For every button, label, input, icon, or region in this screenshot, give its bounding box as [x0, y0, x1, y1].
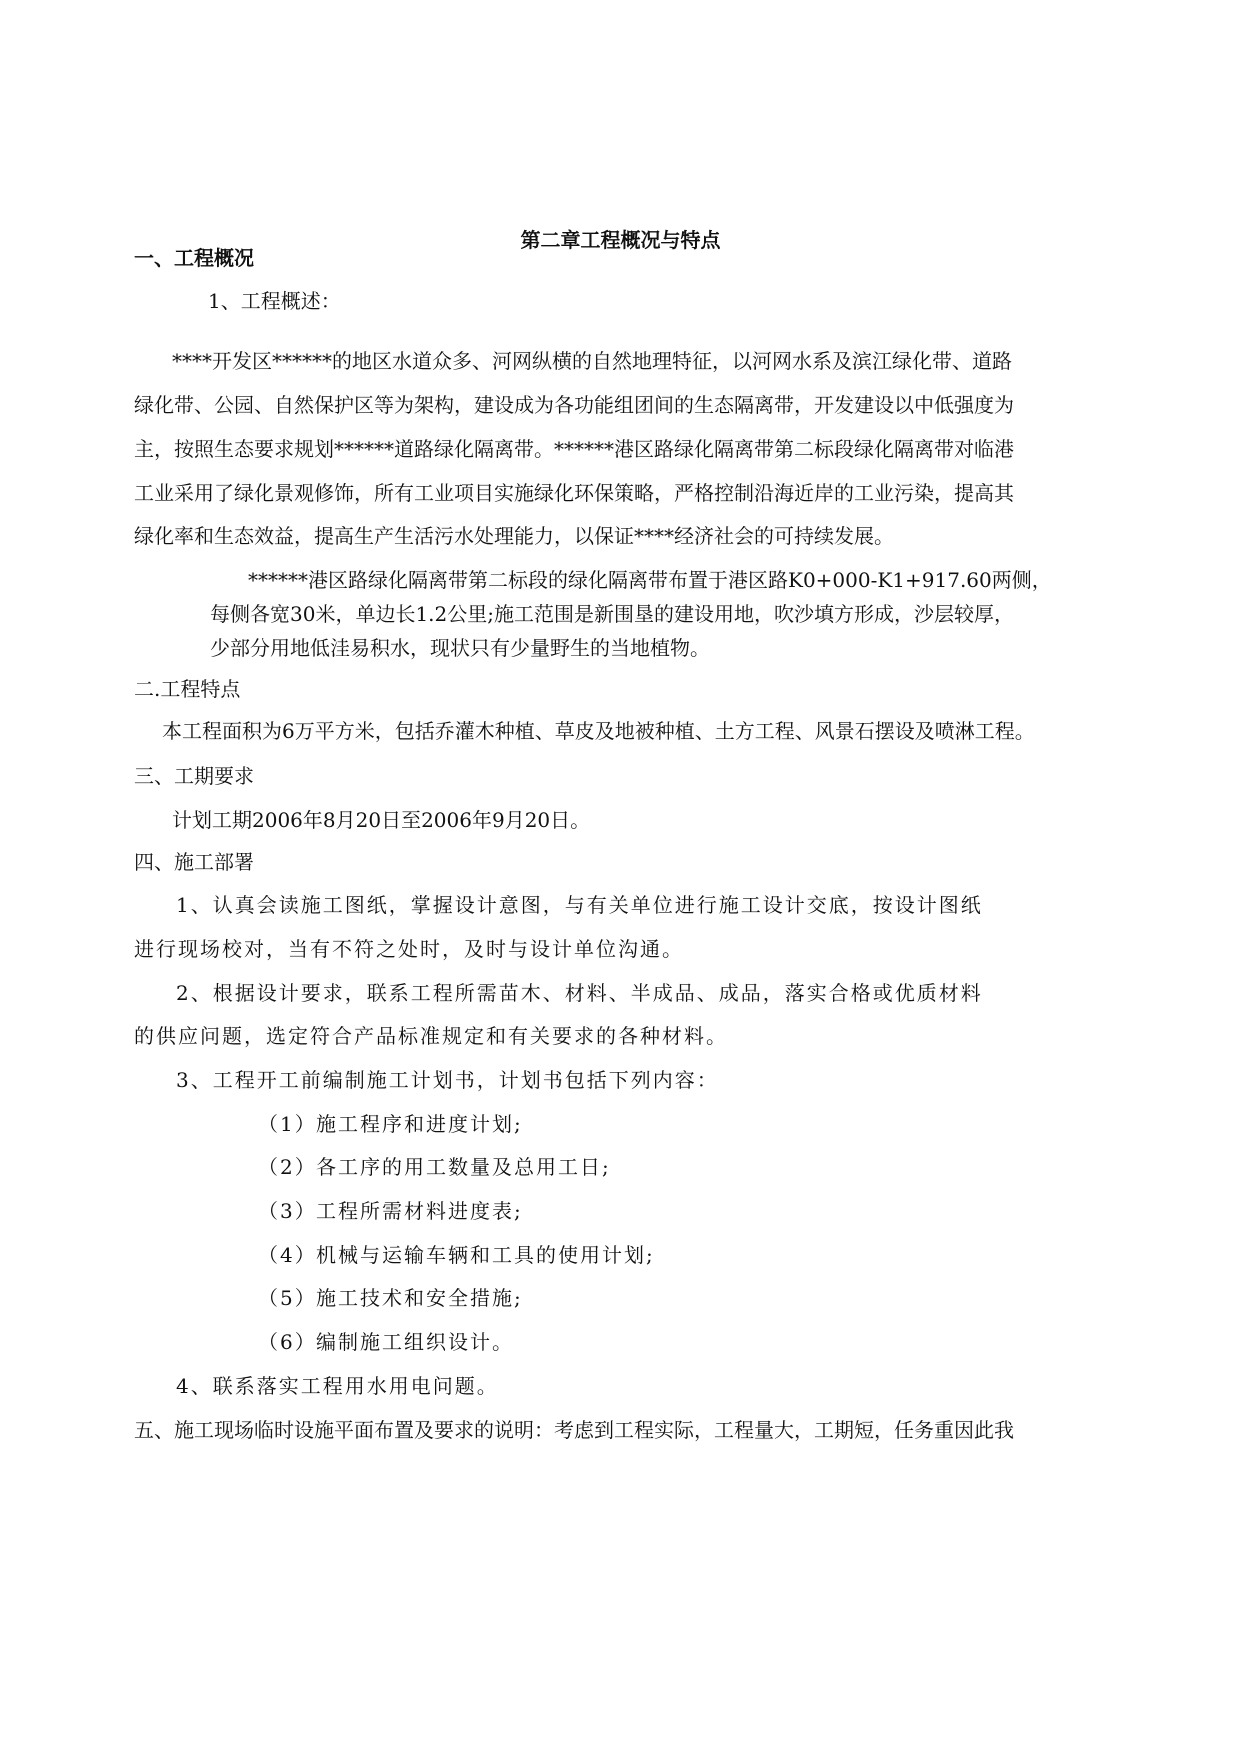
- plan-list-number: （5）: [258, 1286, 317, 1310]
- plan-list-text: 编制施工组织设计。: [316, 1330, 514, 1354]
- plan-list-text: 工程所需材料进度表;: [316, 1199, 523, 1223]
- features-text: 本工程面积为6万平方米，包括乔灌木种植、草皮及地被种植、土方工程、风景石摆设及喷淋工程。: [162, 719, 1035, 743]
- paragraph-line: 主，按照生态要求规划******道路绿化隔离带。******港区路绿化隔离带第二标段绿化隔离带对临港: [134, 437, 1014, 461]
- chapter-title: 第二章工程概况与特点: [520, 228, 721, 252]
- section-heading-overview: 一、工程概况: [134, 246, 254, 270]
- section-heading-deployment: 四、施工部署: [134, 850, 254, 874]
- plan-list-number: （6）: [258, 1330, 317, 1354]
- deployment-item-line: 1、认真会读施工图纸，掌握设计意图，与有关单位进行施工设计交底，按设计图纸: [176, 893, 983, 917]
- deployment-item-line: 进行现场校对，当有不符之处时，及时与设计单位沟通。: [134, 937, 684, 961]
- section-heading-schedule: 三、工期要求: [134, 764, 254, 788]
- deployment-item-3: 3、工程开工前编制施工计划书，计划书包括下列内容：: [176, 1068, 719, 1092]
- schedule-text: 计划工期2006年8月20日至2006年9月20日。: [172, 808, 591, 832]
- paragraph-line: 每侧各宽30米，单边长1.2公里;施工范围是新围垦的建设用地，吹沙填方形成，沙层较厚，: [210, 602, 1014, 626]
- plan-list-text: 各工序的用工数量及总用工日;: [316, 1155, 611, 1179]
- plan-list-number: （4）: [258, 1243, 317, 1267]
- paragraph-line: ****开发区******的地区水道众多、河网纵横的自然地理特征，以河网水系及滨江绿化带、道路: [172, 349, 1012, 373]
- paragraph-line: ******港区路绿化隔离带第二标段的绿化隔离带布置于港区路K0+000-K1+917.60两侧，: [248, 568, 1052, 592]
- deployment-item-4: 4、联系落实工程用水用电问题。: [176, 1374, 499, 1398]
- plan-list-number: （3）: [258, 1199, 317, 1223]
- plan-list-number: （2）: [258, 1155, 317, 1179]
- subheading-project-overview: 1、工程概述：: [208, 289, 341, 313]
- paragraph-line: 绿化率和生态效益，提高生产生活污水处理能力，以保证****经济社会的可持续发展。: [134, 524, 894, 548]
- plan-list-number: （1）: [258, 1112, 317, 1136]
- paragraph-line: 少部分用地低洼易积水，现状只有少量野生的当地植物。: [210, 636, 710, 660]
- section-heading-features: 二.工程特点: [134, 677, 241, 701]
- plan-list-text: 机械与运输车辆和工具的使用计划;: [316, 1243, 655, 1267]
- plan-list-text: 施工程序和进度计划;: [316, 1112, 523, 1136]
- paragraph-line: 绿化带、公园、自然保护区等为架构，建设成为各功能组团间的生态隔离带，开发建设以中低强度为: [134, 393, 1014, 417]
- deployment-item-line: 2、根据设计要求，联系工程所需苗木、材料、半成品、成品，落实合格或优质材料: [176, 981, 983, 1005]
- paragraph-line: 工业采用了绿化景观修饰，所有工业项目实施绿化环保策略，严格控制沿海近岸的工业污染，提高其: [134, 481, 1014, 505]
- plan-list-text: 施工技术和安全措施;: [316, 1286, 523, 1310]
- deployment-item-line: 的供应问题，选定符合产品标准规定和有关要求的各种材料。: [134, 1024, 728, 1048]
- section-five-text: 五、施工现场临时设施平面布置及要求的说明：考虑到工程实际，工程量大，工期短，任务重因此我: [134, 1418, 1014, 1442]
